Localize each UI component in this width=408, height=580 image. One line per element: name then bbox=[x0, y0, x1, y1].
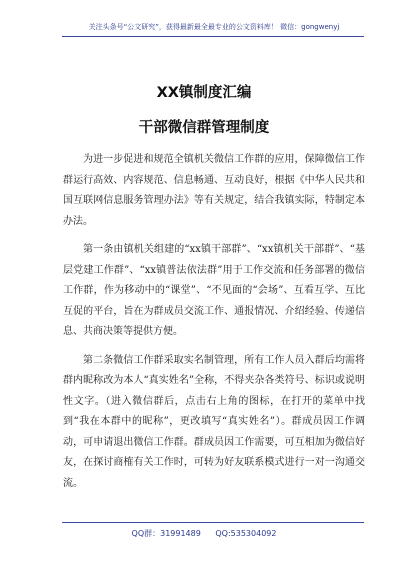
paragraph-article-2: 第二条微信工作群采取实名制管理，所有工作人员入群后均需将群内昵称改为本人“真实姓名”全称，不得夹杂各类符号、标识或说明性文字。（进入微信群后，点击右上角的图标，在打开的菜单中找到“我在本群中的昵称”，更改填写“真实姓名”）。群成员因工作调动，可申请退出微信工作群。群成员因工作需要，可互相加为微信好友，在探讨商榷有关工作时，可转为好友联系模式进行一对一沟通交流。 bbox=[63, 354, 365, 489]
header-promo-text: 关注头条号“公文研究”，获得最新最全最专业的公文资料库！ 微信：gongwenyj bbox=[88, 23, 340, 31]
document-subtitle: 干部微信群管理制度 bbox=[138, 120, 270, 136]
paragraph-intro: 为进一步促进和规范全镇机关微信工作群的应用，保障微信工作群运行高效、内容规范、信息畅通、互动良好，根据《中华人民共和国互联网信息服务管理办法》等有关规定，结合我镇实际，特制定本办法。 bbox=[63, 154, 365, 227]
footer-contact bbox=[0, 528, 408, 539]
header-divider bbox=[62, 36, 364, 37]
document-title: XX镇制度汇编 bbox=[156, 85, 252, 101]
footer-qq-group: QQ群：31991489 bbox=[131, 529, 201, 538]
document-body bbox=[63, 150, 365, 502]
footer-divider bbox=[62, 522, 364, 523]
footer-qq: QQ:535304092 bbox=[215, 529, 277, 538]
paragraph-article-1: 第一条由镇机关组建的“xx镇干部群”、“xx镇机关干部群”、“基层党建工作群”、“xx镇普法依法群”用于工作交流和任务部署的微信工作群，作为移动中的“课堂”、“不见面的“会场”、互看互学、互比互促的平台，旨在为群成员交流工作、通报情况、介绍经验、传递信息、共商决策等提供方便。 bbox=[63, 244, 365, 337]
